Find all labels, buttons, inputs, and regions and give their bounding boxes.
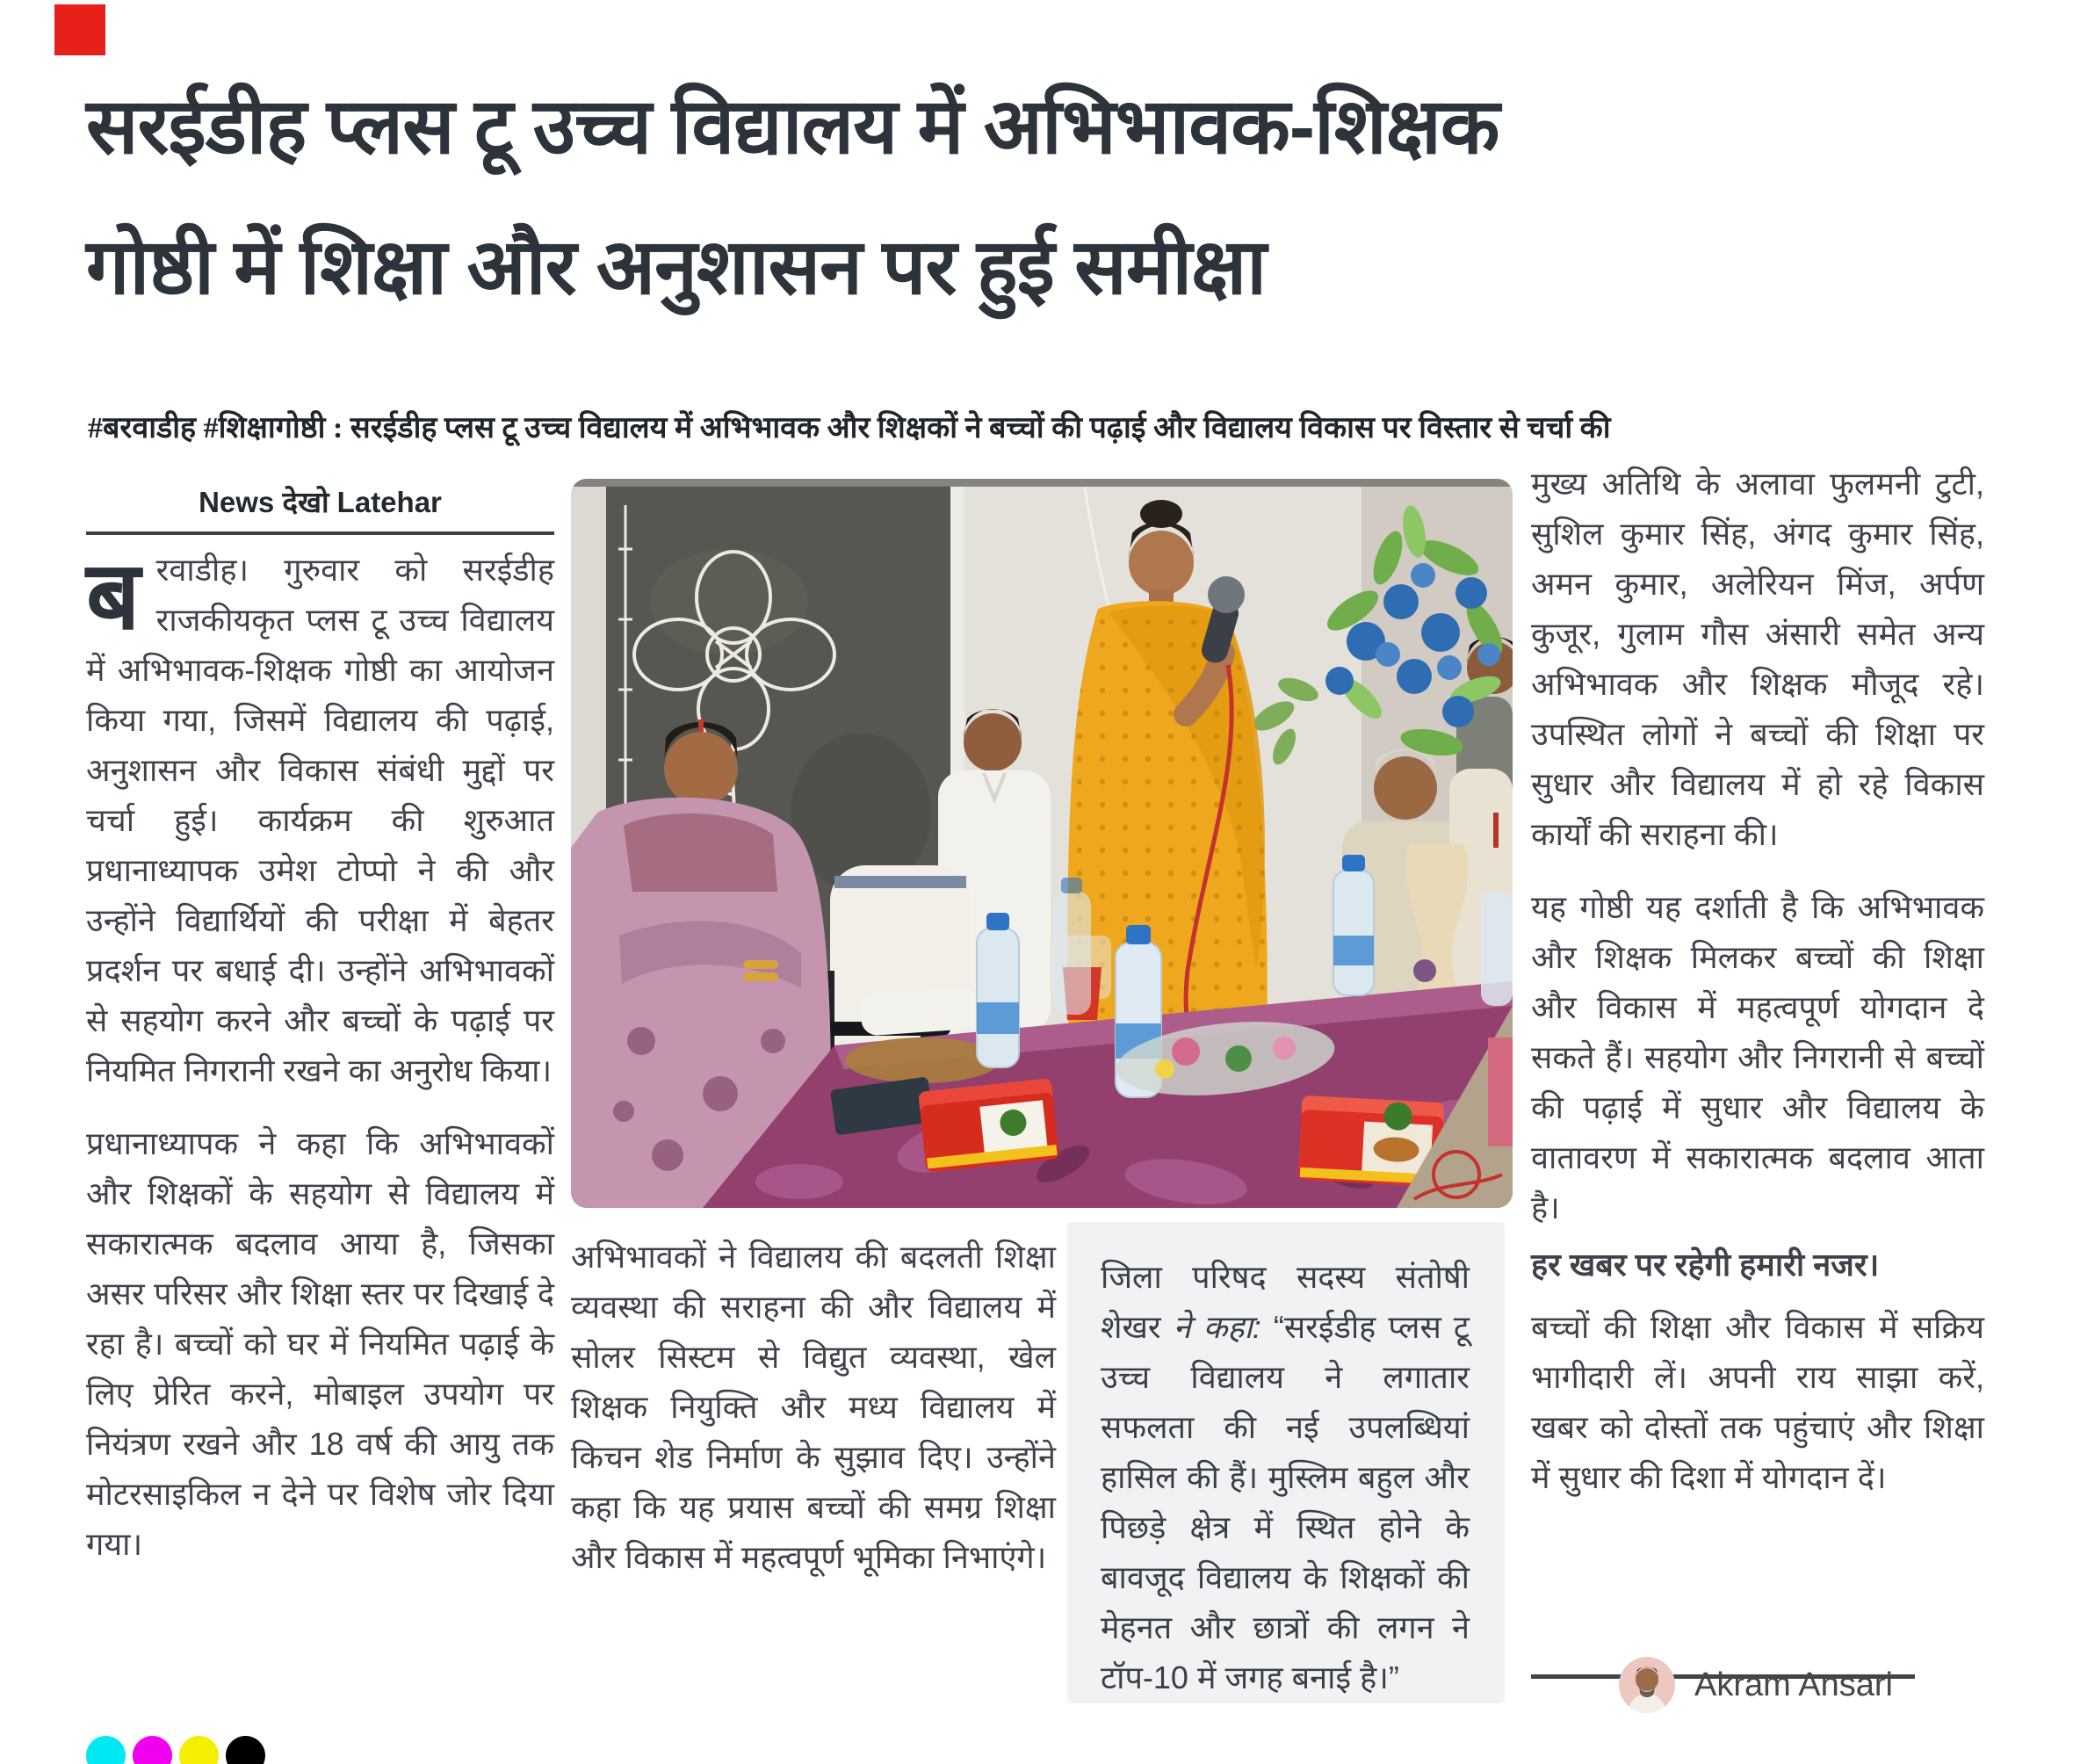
meeting-photo-illustration: [571, 479, 1513, 1208]
red-box-1: [918, 1078, 1059, 1172]
print-dot-yellow: [179, 1736, 219, 1764]
author-avatar: [1619, 1657, 1675, 1713]
left-paragraph-1-text: रवाडीह। गुरुवार को सरईडीह राजकीयकृत प्लस टू उच्च विद्यालय में अभिभावक-शिक्षक गोष्ठी का आयोजन किया गया, जिसमें विद्यालय की पढ़ाई, अनुशासन और विकास संबंधी मुद्दों पर चर्चा हुई। कार्यक्रम की शुरुआत प्रधानाध्यापक उमेश टोप्पो ने की और उन्होंने विद्यार्थियों की परीक्षा में बेहतर प्रदर्शन पर बधाई दी। उन्होंने अभिभावकों से सहयोग करने और बच्चों के पढ़ाई पर नियमित निगरानी रखने का अनुरोध किया।: [86, 552, 554, 1088]
quote-text: “सरईडीह प्लस टू उच्च विद्यालय ने लगातार सफलता की नई उपलब्धियां हासिल की हैं। मुस्लिम बहुल और पिछड़े क्षेत्र में स्थित होने के बावजूद विद्यालय के शिक्षकों की मेहनत और छात्रों की लगन ने टॉप-10 में जगह बनाई है।”: [1101, 1309, 1470, 1695]
article-photo: [571, 479, 1513, 1208]
subheadline: #बरवाडीह #शिक्षागोष्ठी : सरईडीह प्लस टू उच्च विद्यालय में अभिभावक और शिक्षकों ने बच्चों की पढ़ाई और विद्यालय विकास पर विस्तार से चर्चा की: [88, 412, 1611, 445]
print-marks: [86, 1736, 265, 1764]
print-dot-magenta: [133, 1736, 172, 1764]
kicker: News देखो Latehar: [199, 486, 442, 518]
drop-cap: ब: [86, 542, 141, 648]
quote-intro: जिला परिषद सदस्य संतोषी शेखर: [1101, 1259, 1470, 1345]
right-paragraph-1: मुख्य अतिथि के अलावा फुलमनी टुटी, सुशिल कुमार सिंह, अंगद कुमार सिंह, अमन कुमार, अलेरियन मिंज, अर्पण कुजूर, गुलाम गौस अंसारी समेत अन्य अभिभावक और शिक्षक मौजूद रहे। उपस्थित लोगों ने बच्चों की शिक्षा पर सुधार और विद्यालय में हो रहे विकास कार्यों की सराहना की।: [1531, 466, 1984, 852]
left-paragraph-1: [86, 542, 554, 1095]
page-title: [86, 56, 2001, 337]
right-paragraph-3: हर खबर पर रहेगी हमारी नजर।: [1531, 1247, 1880, 1283]
mid-column: [571, 1232, 1056, 1582]
mid-paragraph: अभिभावकों ने विद्यालय की बदलती शिक्षा व्यवस्था की सराहना की और विद्यालय में सोलर सिस्टम से विद्युत व्यवस्था, खेल शिक्षक नियुक्ति और मध्य विद्यालय में किचन शेड निर्माण के सुझाव दिए। उन्होंने कहा कि यह प्रयास बच्चों की समग्र शिक्षा और विकास में महत्वपूर्ण भूमिका निभाएंगे।: [571, 1239, 1056, 1575]
kicker-rule: [86, 531, 554, 535]
red-corner-mark: [54, 4, 105, 55]
left-paragraph-2: प्रधानाध्यापक ने कहा कि अभिभावकों और शिक्षकों के सहयोग से विद्यालय में सकारात्मक बदलाव आया है, जिसका असर परिसर और शिक्षा स्तर पर दिखाई दे रहा है। बच्चों को घर में नियमित पढ़ाई के लिए प्रेरित करने, मोबाइल उपयोग पर नियंत्रण रखने और 18 वर्ष की आयु तक मोटरसाइकिल न देने पर विशेष जोर दिया गया।: [86, 1125, 554, 1562]
headline-line-1: सरईडीह प्लस टू उच्च विद्यालय में अभिभावक-शिक्षक: [86, 83, 1499, 170]
right-column: [1531, 459, 1984, 1525]
quote-intro-italic: ने कहा:: [1173, 1309, 1261, 1345]
quote-paragraph: [1101, 1252, 1470, 1703]
byline: [1619, 1657, 1893, 1713]
left-column: [86, 542, 554, 1592]
right-paragraph-4: बच्चों की शिक्षा और विकास में सक्रिय भागीदारी लें। अपनी राय साझा करें, खबर को दोस्तों तक पहुंचाएं और शिक्षा में सुधार की दिशा में योगदान दें।: [1531, 1309, 1984, 1495]
headline-line-2: गोष्ठी में शिक्षा और अनुशासन पर हुई समीक्षा: [86, 223, 1267, 310]
print-dot-black: [226, 1736, 265, 1764]
author-name: Akram Ansari: [1694, 1666, 1893, 1703]
quote-box: [1067, 1222, 1505, 1703]
right-paragraph-2: यह गोष्ठी यह दर्शाती है कि अभिभावक और शिक्षक मिलकर बच्चों की शिक्षा और विकास में महत्वपूर्ण योगदान दे सकते हैं। सहयोग और निगरानी से बच्चों की पढ़ाई में सुधार और विद्यालय के वातावरण में सकारात्मक बदलाव आता है।: [1531, 889, 1984, 1225]
print-dot-cyan: [86, 1736, 126, 1764]
kicker-block: [86, 481, 554, 535]
